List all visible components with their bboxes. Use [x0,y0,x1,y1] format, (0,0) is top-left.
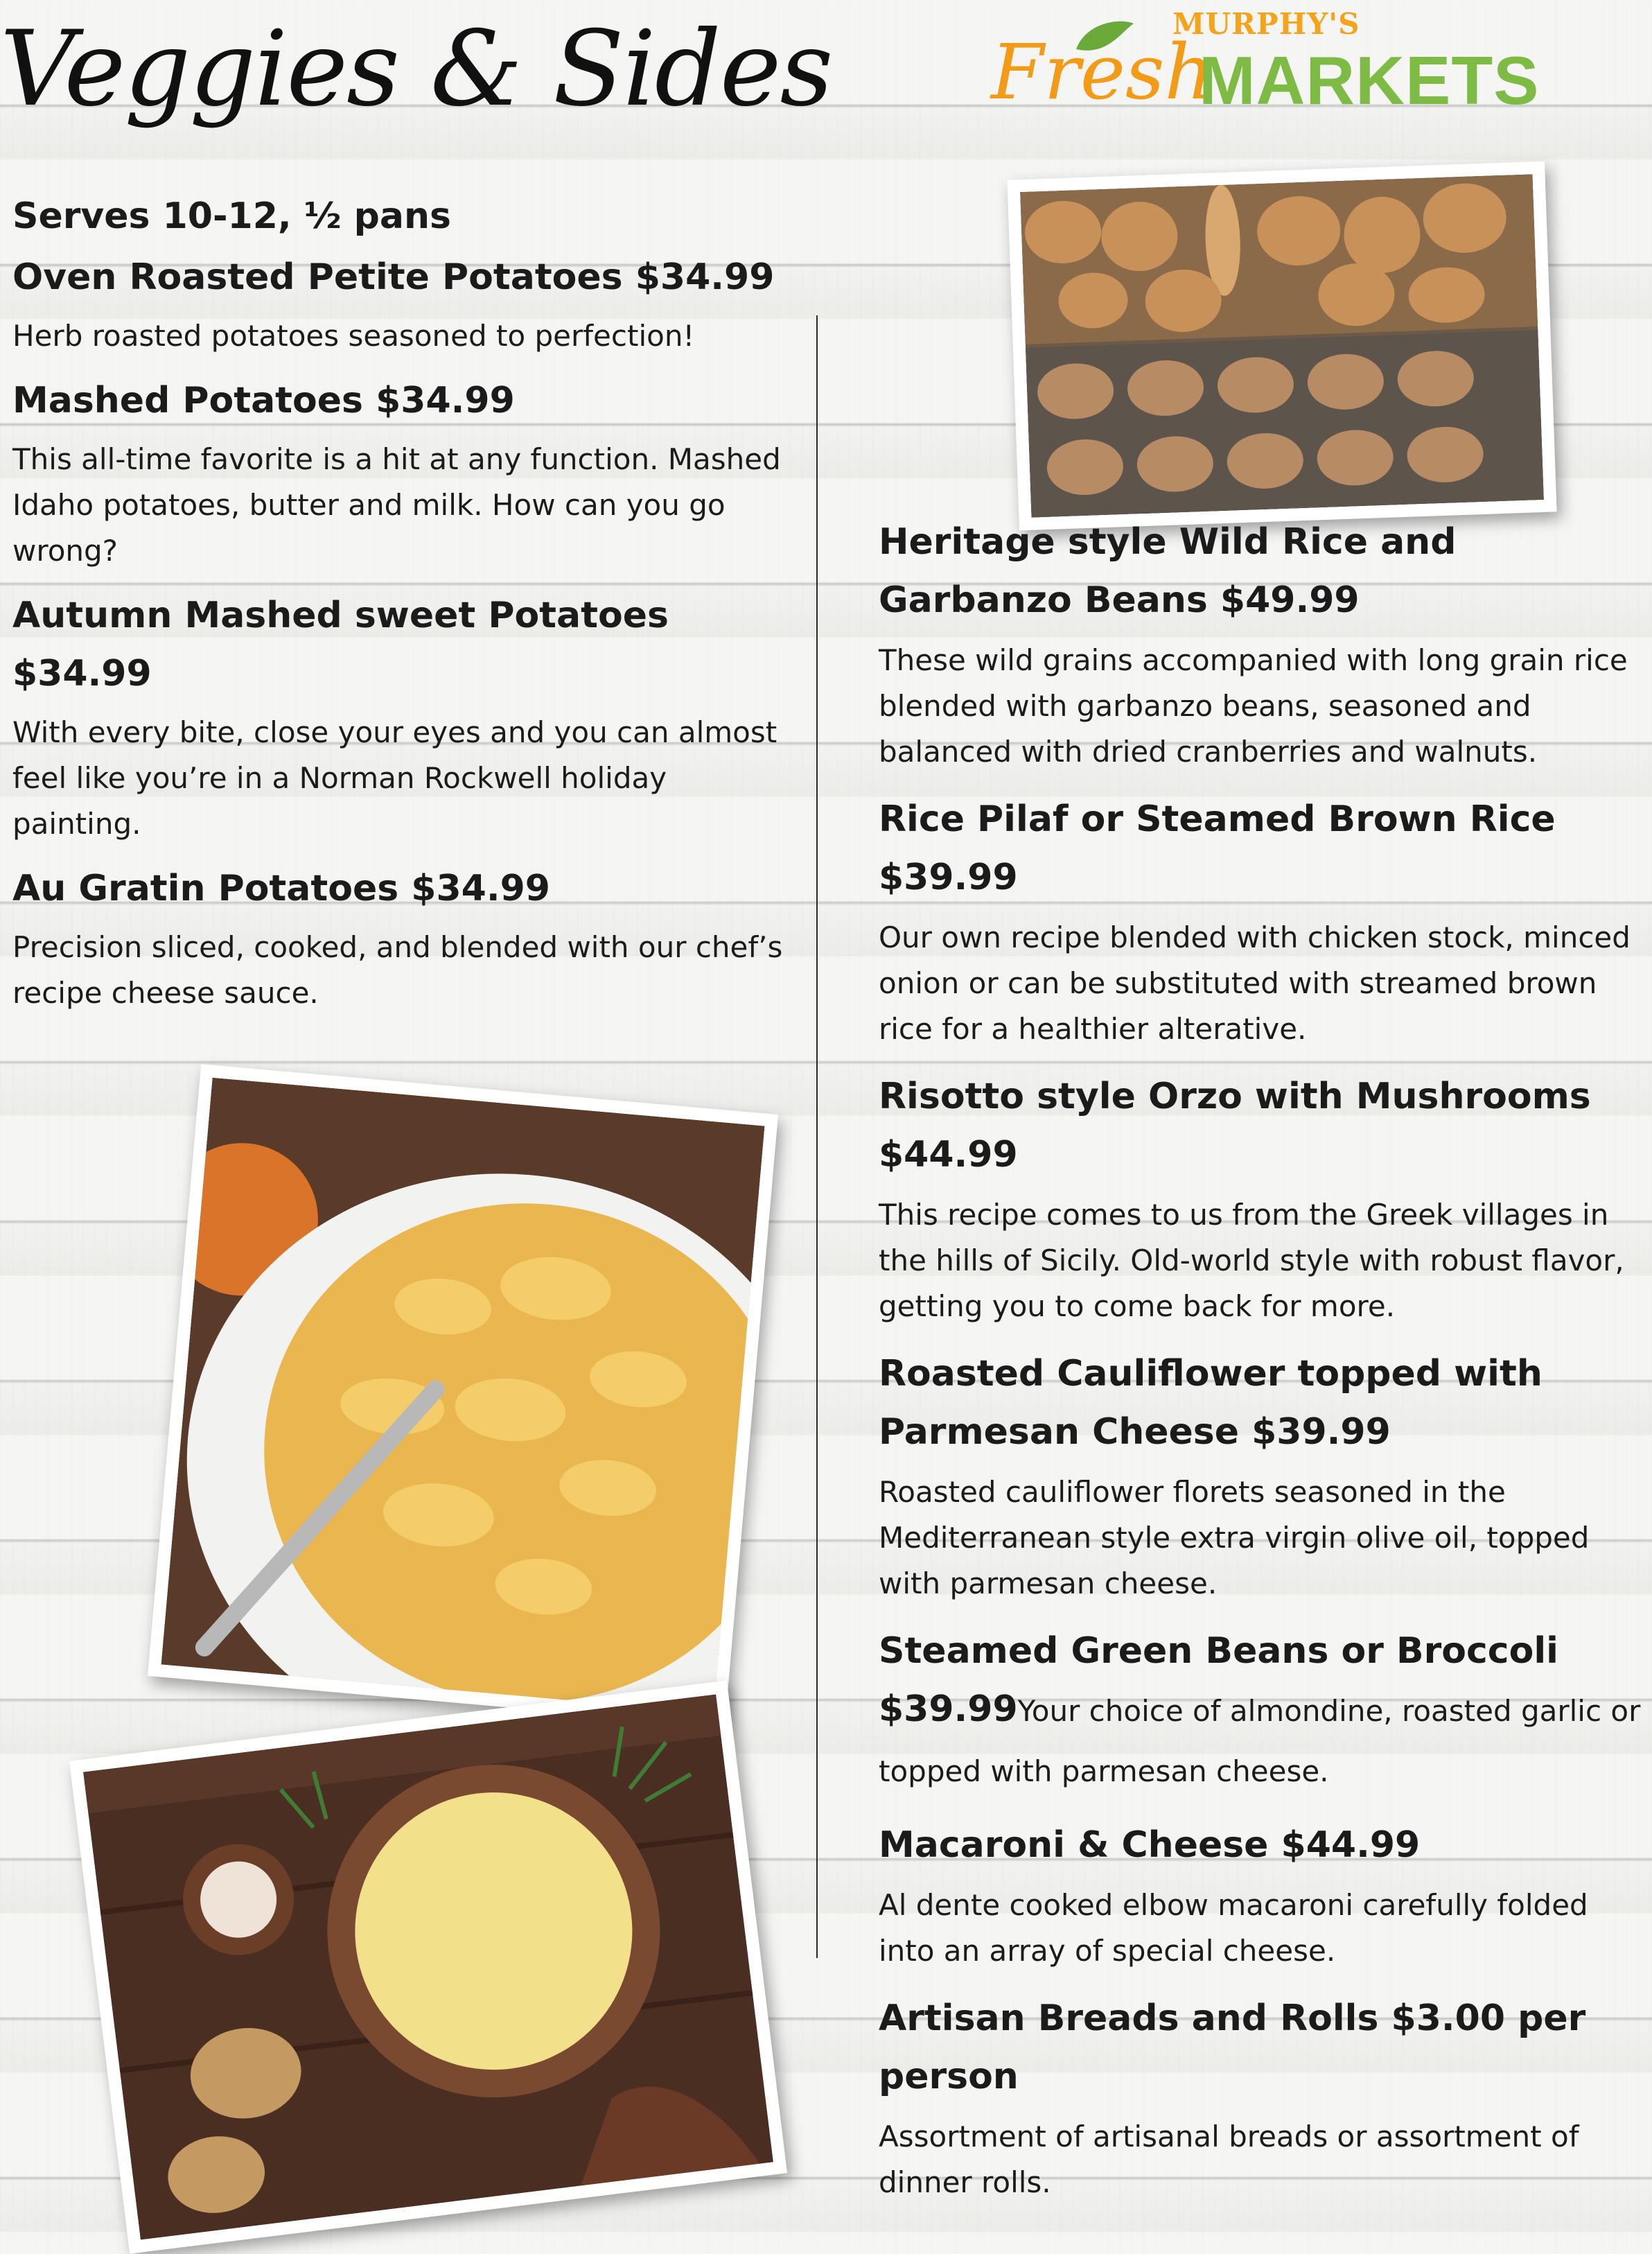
menu-item [879,1067,1652,1329]
right-column [879,513,1652,2221]
serving-note: Serves 10-12, ½ pans [12,195,451,237]
menu-item-desc: These wild grains accompanied with long grain rice blended with garbanzo beans, seasoned and balanced with dried cranberries and walnuts. [879,643,1628,769]
menu-item-name: Mashed Potatoes $34.99 [12,380,515,421]
menu-item [12,248,802,359]
menu-item-desc: Your choice of almondine, roasted garlic or topped with parmesan cheese. [879,1694,1641,1788]
menu-item-desc: Precision sliced, cooked, and blended with our chef’s recipe cheese sauce. [12,930,783,1010]
logo-markets: MARKETS [1199,42,1540,119]
column-divider [816,315,818,1958]
menu-item-name: Risotto style Orzo with Mushrooms $44.99 [879,1076,1591,1176]
menu-item [12,586,802,847]
menu-item [879,1816,1652,1974]
logo-fresh: Fresh [991,28,1214,116]
menu-item-desc: This all-time favorite is a hit at any function. Mashed Idaho potatoes, butter and milk. How can you go wrong? [12,442,781,568]
menu-item [12,372,802,574]
menu-item-desc: Our own recipe blended with chicken stock, minced onion or can be substituted with streamed brown rice for a healthier alterative. [879,920,1631,1046]
menu-item [879,1989,1652,2205]
murphys-fresh-markets-logo [991,0,1587,125]
menu-item [879,513,1652,775]
macaroni-photo [148,1064,778,1726]
menu-item-desc: Herb roasted potatoes seasoned to perfection! [12,319,695,353]
menu-item-name: Macaroni & Cheese $44.99 [879,1824,1421,1866]
menu-item-name: Roasted Cauliflower topped with Parmesan Cheese $39.99 [879,1353,1543,1453]
page-title: Veggies & Sides [0,9,832,130]
menu-item [879,1345,1652,1607]
left-column [12,187,802,1029]
menu-item-desc: Assortment of artisanal breads or assortment of dinner rolls. [879,2120,1579,2199]
menu-item-name: Au Gratin Potatoes $34.99 [12,868,550,909]
menu-item [879,1622,1652,1801]
mashed-potatoes-photo [69,1680,787,2253]
menu-item-desc: Al dente cooked elbow macaroni carefully folded into an array of special cheese. [879,1888,1588,1968]
menu-item-name: Artisan Breads and Rolls $3.00 per person [879,1998,1586,2097]
menu-item-name: Autumn Mashed sweet Potatoes $34.99 [12,595,669,694]
menu-item-name: Heritage style Wild Rice and Garbanzo Beans $49.99 [879,521,1457,621]
menu-item-combined [879,1622,1652,1801]
bread-image [1020,174,1544,518]
mashed-potatoes-image [83,1694,773,2239]
menu-item-desc: This recipe comes to us from the Greek villages in the hills of Sicily. Old-world style with robust flavor, getting you to come back for more. [879,1198,1624,1323]
menu-item-name: Steamed Green Beans or Broccoli $39.99 [879,1630,1558,1730]
menu-item-name: Rice Pilaf or Steamed Brown Rice $39.99 [879,798,1556,898]
menu-item-desc: Roasted cauliflower florets seasoned in the Mediterranean style extra virgin olive oil, topped with parmesan cheese. [879,1475,1590,1600]
bread-photo [1007,161,1556,531]
macaroni-image [161,1078,764,1713]
menu-item-name: Oven Roasted Petite Potatoes $34.99 [12,256,775,298]
menu-item [12,859,802,1016]
menu-item [879,790,1652,1052]
logo-murphys: MURPHY'S [1172,7,1360,41]
menu-item-desc: With every bite, close your eyes and you can almost feel like you’re in a Norman Rockwell holiday painting. [12,715,777,841]
